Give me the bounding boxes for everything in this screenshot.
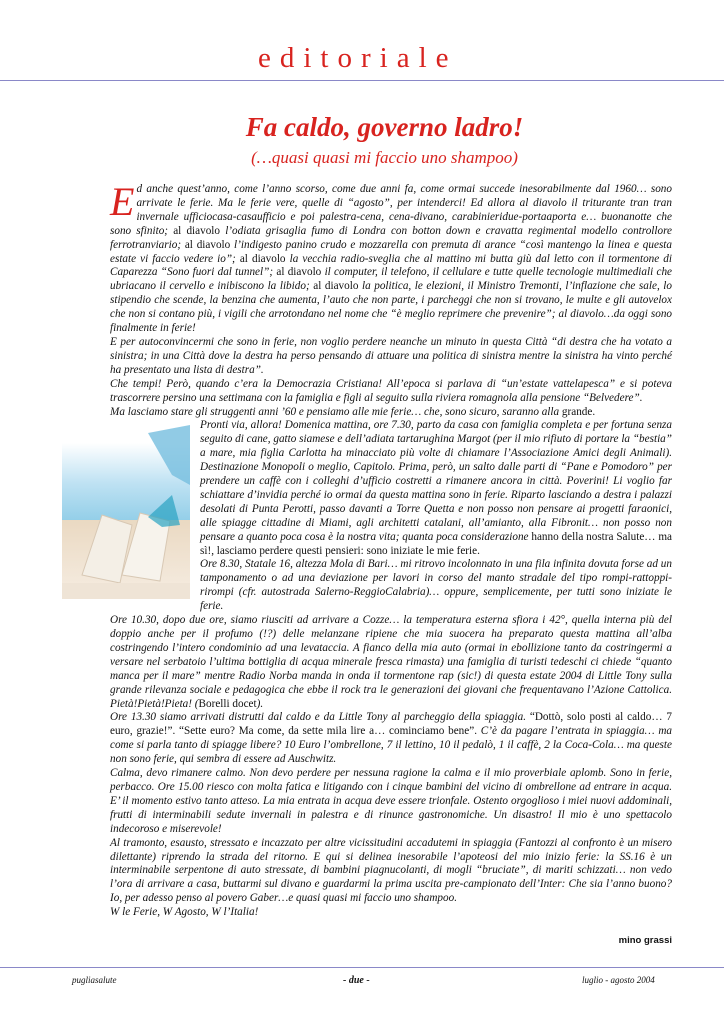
drop-cap: E (110, 179, 135, 224)
article-body (110, 179, 673, 920)
footer-rule (0, 967, 724, 968)
paragraph-10: Al tramonto, esausto, stressato e incazzato per altre vicissitudini accadutemi in spiaggia (Fantozzi al confronto è un misero dilettante) riprendo la strada del ritorno. E qui si delinea inesorabile l’apoteosi del mio inizio ferie: la SS.16 è un interminabile serpentone di auto stressate, di bambini piagnucolanti, di mogli “bruciate”, di mariti schizzati… non vedo l’ora di arrivare a casa, buttarmi sul divano e guardarmi la prima uscita pre-campionato dell’Inter: Che sia l’anno buono? Io, per adesso penso al povero Gaber…e quasi quasi mi faccio uno shampoo. (110, 836, 672, 905)
paragraph-11: W le Ferie, W Agosto, W l’Italia! (110, 906, 259, 919)
article-subtitle: (…quasi quasi mi faccio uno shampoo) (251, 148, 518, 167)
author-signature: mino grassi (618, 935, 672, 946)
paragraph-7: Ore 10.30, dopo due ore, siamo riusciti ad arrivare a Cozze… la temperatura esterna sfiora i 42°, quella interna più del doppio anche per il profumo (!?) delle melanzane ripiene che mia suocera ha preparato questa mattina all’alba costringendo l’intero condominio ad una levataccia. A fianco della mia auto (ormai in ebollizione tanto da costringermi a versare nel serbatoio l’ultima bottiglia di acqua minerale fresca rimasta) una famiglia di turisti tedeschi ci chiede “quanto manca per il mare” mentre Radio Norba manda in onda il tormentone rap (sic!) di questa estate 2004 di Little Tony sulla grande rilevanza sociale e pedagogica che ebbe il rock tra le generazioni dei giovani che frequentavano l’Azione Cattolica. Pietà!Pietà!Pieta! (Borelli docet). (110, 614, 672, 710)
paragraph-2: E per autoconvincermi che sono in ferie, non voglio perdere neanche un minuto in questa Città “di destra che ha votato a sinistra; in una Città dove la destra ha perso pensando di attuare una politica di sinistra mentre la sinistra ha vinto perché ha presentato una lista di destra”. (110, 335, 672, 376)
section-heading: editoriale (258, 42, 458, 74)
footer-issue-date: luglio - agosto 2004 (582, 975, 655, 985)
paragraph-9: Calma, devo rimanere calmo. Non devo perdere per nessuna ragione la calma e il mio proverbiale aplomb. Sono in ferie, perbacco. Ore 15.00 riesco con molta fatica e litigando con i cinque bambini del vicino di ombrellone ad entrare in acqua. E’ il momento estivo tanto atteso. La mia entrata in acqua deve essere trionfale. Ostento orgoglioso i miei nuovi addominali, frutti di interminabili sedute invernali in palestra e di rinunce gastronomiche. Un disastro! Il mio è uno spettacolo indecoroso e miserevole! (110, 767, 672, 835)
paragraph-3: Che tempi! Però, quando c’era la Democrazia Cristiana! All’epoca si parlava di “un’estate vattelapesca” e si poteva trascorrere persino una settimana con la famiglia e figli al seguito sulla riviera romagnola alla pensione “Belvedere”. (110, 377, 672, 404)
footer-page-number: - due - (343, 975, 370, 986)
article-title: Fa caldo, governo ladro! (245, 112, 524, 142)
header-rule (0, 80, 724, 81)
footer-publication: pugliasalute (72, 975, 117, 985)
paragraph-5: Pronti via, allora! Domenica mattina, ore 7.30, parto da casa con famiglia completa e per fortuna senza seguito di cane, gatto siamese e dell’adiata tartarughina Margot (per il mio rifiuto di portare la “bestia” a mare, mia figlia Carlotta ha minacciato più volte di chiamare l’Associazione Amici degli Animali). Destinazione Monopoli o meglio, Capitolo. Prima, però, un salto dalle parti di “Pane e Pomodoro” per prendere un caffè con i colleghi d’ufficio costretti a rimanere ancora in città. Poverini! Li voglio far schiattare d’invidia perché io ormai da questa mattina sono in ferie. Riparto lasciando a destra i palazzi desolati di Punta Perotti, passo davanti a Torre Quetta e non posso non pensare ai progetti faraonici, alle spiagge cittadine di Miami, agli architetti catalani, all’amianto, alla Fibronit… non posso non pensare a quanto poca cosa è la nostra vita; quanta poca considerazione hanno della nostra Salute… ma sì!, lasciamo perdere questi pensieri: sono iniziate le mie ferie. (200, 419, 672, 557)
paragraph-8: Ore 13.30 siamo arrivati distrutti dal caldo e da Little Tony al parcheggio della spiaggia. “Dottò, solo posti al caldo… 7 euro, grazie!”. “Sette euro? Ma come, da sette mila lire a… cominciamo bene”. C’è da pagare l’entrata in spiaggia… ma come si parla tanto di spiagge libere? 10 Euro l’ombrellone, 7 il lettino, 10 il pedalò, 1 il caffè, 2 la Coca-Cola… ma queste non sono ferie, qui sembra di essere ad Auschwitz. (110, 711, 673, 766)
paragraph-6: Ore 8.30, Statale 16, altezza Mola di Bari… mi ritrovo incolonnato in una fila infinita dovuta forse ad un tamponamento o ad una deviazione per lavori in corso del manto stradale del tipo rompi-rattoppi-rirompi (cfr. autostrada Salerno-ReggioCalabria)… oppure, semplicemente, per tutti sono iniziate le ferie. (200, 558, 672, 613)
paragraph-4: Ma lasciamo stare gli struggenti anni ’60 e pensiamo alle mie ferie… che, sono sicuro, saranno alla grande. (110, 405, 596, 418)
paragraph-1: Ed anche quest’anno, come l’anno scorso, come due anni fa, come ormai succede inesorabilmente dal 1960… sono arrivate le ferie. Ma le ferie vere, quelle di “agosto”, per intenderci! Ed allora al diavolo il triturante tran tran invernale ufficiocasa-casaufficio e poi palestra-cena, cena-divano, carabinieridue-portaaporta e… buonanotte che sono sfinito; al diavolo l’odiata grisaglia fumo di Londra con botton down e cravatta regimental modello controllore ferrotranviario; al diavolo l’indigesto panino crudo e mozzarella con premuta di arance “così mantengo la linea e questa estate vi faccio vedere io”; al diavolo la vecchia radio-sveglia che al mattino mi butta giù dal letto con il tormentone di Caparezza “Sono fuori dal tunnel”; al diavolo il computer, il telefono, il cellulare e tutte quelle tecnologie multimediali che ubriacano il cervello e inibiscono la libido; al diavolo la politica, le elezioni, il Ministro Tremonti, l’inflazione che sale, lo stipendio che scende, la benzina che aumenta, l’auto che non parte, i parcheggi che non si trovano, le multe e gli autovelox che non si contano più, i vigili che arrotondano nel nome che “è meglio reprimere che prevenire”; al diavolo…da oggi sono finalmente in ferie! (110, 179, 673, 335)
beach-chairs-photo (62, 425, 190, 599)
beach-chairs-image (62, 425, 190, 599)
